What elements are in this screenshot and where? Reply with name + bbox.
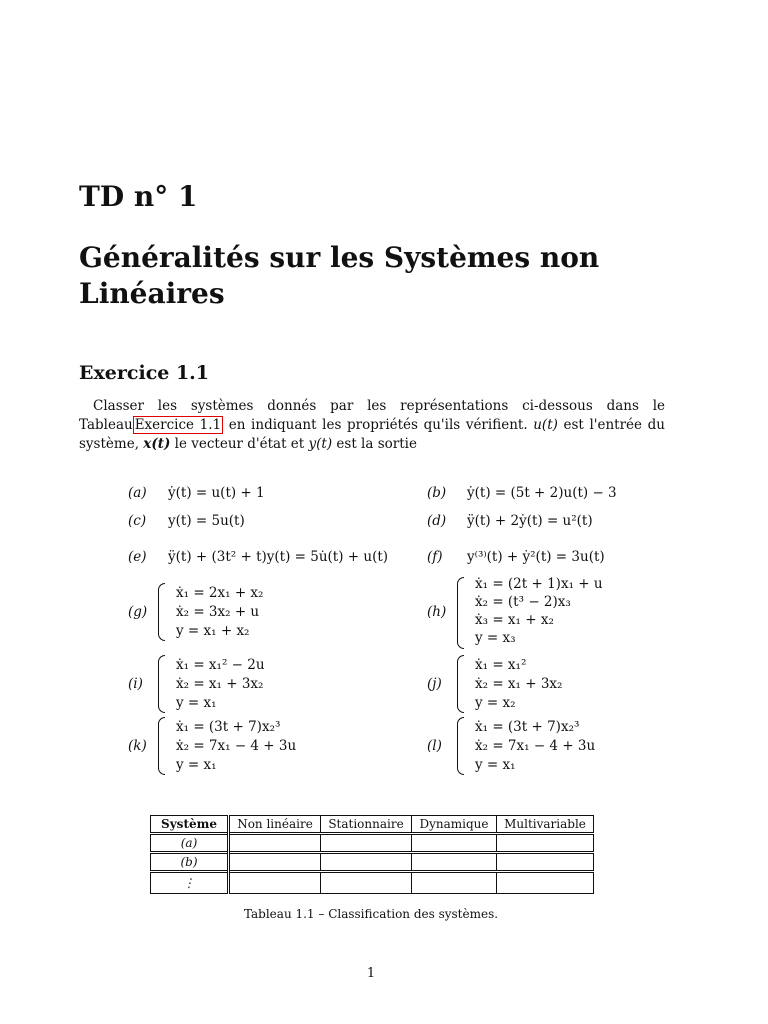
system-line: ẋ₁ = x₁² — [475, 657, 527, 673]
table-reference-link[interactable]: Exercice 1.1 — [134, 417, 222, 433]
system-line: ẋ₃ = x₁ + x₂ — [475, 612, 554, 628]
intro-text-3: est l'entrée du système, — [79, 417, 665, 452]
exercise-title: Exercice 1.1 — [79, 362, 210, 384]
header-systeme: Système — [151, 816, 229, 834]
system-line: ẋ₁ = (3t + 7)x₂³ — [475, 719, 580, 735]
equation-c — [128, 513, 245, 529]
equation-expr: ÿ(t) + (3t² + t)y(t) = 5u̇(t) + u(t) — [168, 549, 389, 565]
equation-expr: y⁽³⁾(t) + ẏ²(t) = 3u(t) — [467, 549, 605, 565]
equation-f — [427, 549, 605, 565]
system-line: ẋ₁ = 2x₁ + x₂ — [176, 585, 264, 601]
table-cell — [412, 834, 497, 853]
system-lines — [475, 718, 595, 775]
table-cell — [412, 853, 497, 872]
system-label: (i) — [128, 676, 143, 692]
system-label: (j) — [427, 676, 442, 692]
table-cell — [229, 853, 321, 872]
system-label: (k) — [128, 738, 147, 754]
system-label: (g) — [128, 604, 148, 620]
equation-a — [128, 485, 265, 501]
system-l — [427, 714, 687, 778]
system-lines — [176, 718, 296, 775]
intro-text-2: en indiquant les propriétés qu'ils vérifient. — [223, 417, 534, 433]
system-line: y = x₁ + x₂ — [176, 623, 250, 639]
system-g — [128, 580, 388, 644]
system-line: y = x₁ — [176, 695, 217, 711]
equation-expr: ẏ(t) = (5t + 2)u(t) − 3 — [467, 485, 617, 501]
system-line: y = x₁ — [176, 757, 217, 773]
intro-text-5: est la sortie — [332, 436, 417, 452]
exercise-statement — [79, 397, 665, 454]
system-i — [128, 652, 388, 716]
system-lines — [475, 656, 562, 713]
classification-table — [150, 815, 594, 894]
equation-label: (f) — [427, 549, 443, 565]
state-symbol: x(t) — [143, 436, 171, 452]
row-label: ⋮ — [151, 872, 229, 894]
equation-label: (d) — [427, 513, 447, 529]
left-brace — [158, 583, 165, 641]
equation-label: (b) — [427, 485, 447, 501]
system-lines — [176, 656, 265, 713]
equation-label: (e) — [128, 549, 147, 565]
system-lines — [176, 584, 263, 641]
system-j — [427, 652, 687, 716]
table-header-row — [151, 816, 594, 834]
system-line: ẋ₂ = 7x₁ − 4 + 3u — [176, 738, 297, 754]
table-cell — [321, 872, 412, 894]
header-stationnaire: Stationnaire — [321, 816, 412, 834]
equation-e — [128, 549, 388, 565]
equation-expr: ÿ(t) + 2ẏ(t) = u²(t) — [467, 513, 593, 529]
table-cell — [412, 872, 497, 894]
input-symbol: u(t) — [533, 417, 558, 433]
system-line: ẋ₁ = (2t + 1)x₁ + u — [475, 576, 603, 592]
system-line: ẋ₂ = x₁ + 3x₂ — [475, 676, 563, 692]
table-row — [151, 834, 594, 853]
system-line: y = x₂ — [475, 695, 516, 711]
system-line: ẋ₂ = 7x₁ − 4 + 3u — [475, 738, 596, 754]
system-label: (l) — [427, 738, 442, 754]
left-brace — [158, 717, 165, 775]
system-line: y = x₃ — [475, 630, 516, 646]
equation-b — [427, 485, 617, 501]
header-dynamique: Dynamique — [412, 816, 497, 834]
left-brace — [457, 577, 464, 649]
header-multivariable: Multivariable — [497, 816, 594, 834]
table-row — [151, 853, 594, 872]
equation-label: (c) — [128, 513, 147, 529]
equation-label: (a) — [128, 485, 147, 501]
table-cell — [229, 834, 321, 853]
row-label: (a) — [151, 834, 229, 853]
table-cell — [321, 834, 412, 853]
table-caption: Tableau 1.1 – Classification des systèmes. — [243, 907, 499, 921]
system-line: ẋ₂ = 3x₂ + u — [176, 604, 260, 620]
row-label: (b) — [151, 853, 229, 872]
table-cell — [229, 872, 321, 894]
left-brace — [457, 717, 464, 775]
system-k — [128, 714, 388, 778]
left-brace — [158, 655, 165, 713]
page-number: 1 — [366, 966, 376, 981]
system-lines — [475, 575, 603, 647]
header-non-lineaire: Non linéaire — [229, 816, 321, 834]
equation-expr: ẏ(t) = u(t) + 1 — [168, 485, 265, 501]
system-line: ẋ₂ = x₁ + 3x₂ — [176, 676, 264, 692]
system-line: ẋ₁ = x₁² − 2u — [176, 657, 265, 673]
table-cell — [497, 834, 594, 853]
system-line: ẋ₂ = (t³ − 2)x₃ — [475, 594, 571, 610]
system-h — [427, 574, 687, 650]
left-brace — [457, 655, 464, 713]
equation-d — [427, 513, 593, 529]
intro-text-1: Classer les systèmes donnés par les représentations ci-dessous dans le Tableau — [79, 398, 665, 433]
section-title: Généralités sur les Systèmes non Linéaires — [79, 241, 600, 310]
output-symbol: y(t) — [308, 436, 333, 452]
equation-expr: y(t) = 5u(t) — [168, 513, 245, 529]
system-label: (h) — [427, 604, 447, 620]
system-line: y = x₁ — [475, 757, 516, 773]
table-cell — [321, 853, 412, 872]
chapter-title: TD n° 1 — [79, 180, 198, 213]
intro-text-4: le vecteur d'état et — [170, 436, 309, 452]
table-row — [151, 872, 594, 894]
table-cell — [497, 853, 594, 872]
system-line: ẋ₁ = (3t + 7)x₂³ — [176, 719, 281, 735]
table-cell — [497, 872, 594, 894]
